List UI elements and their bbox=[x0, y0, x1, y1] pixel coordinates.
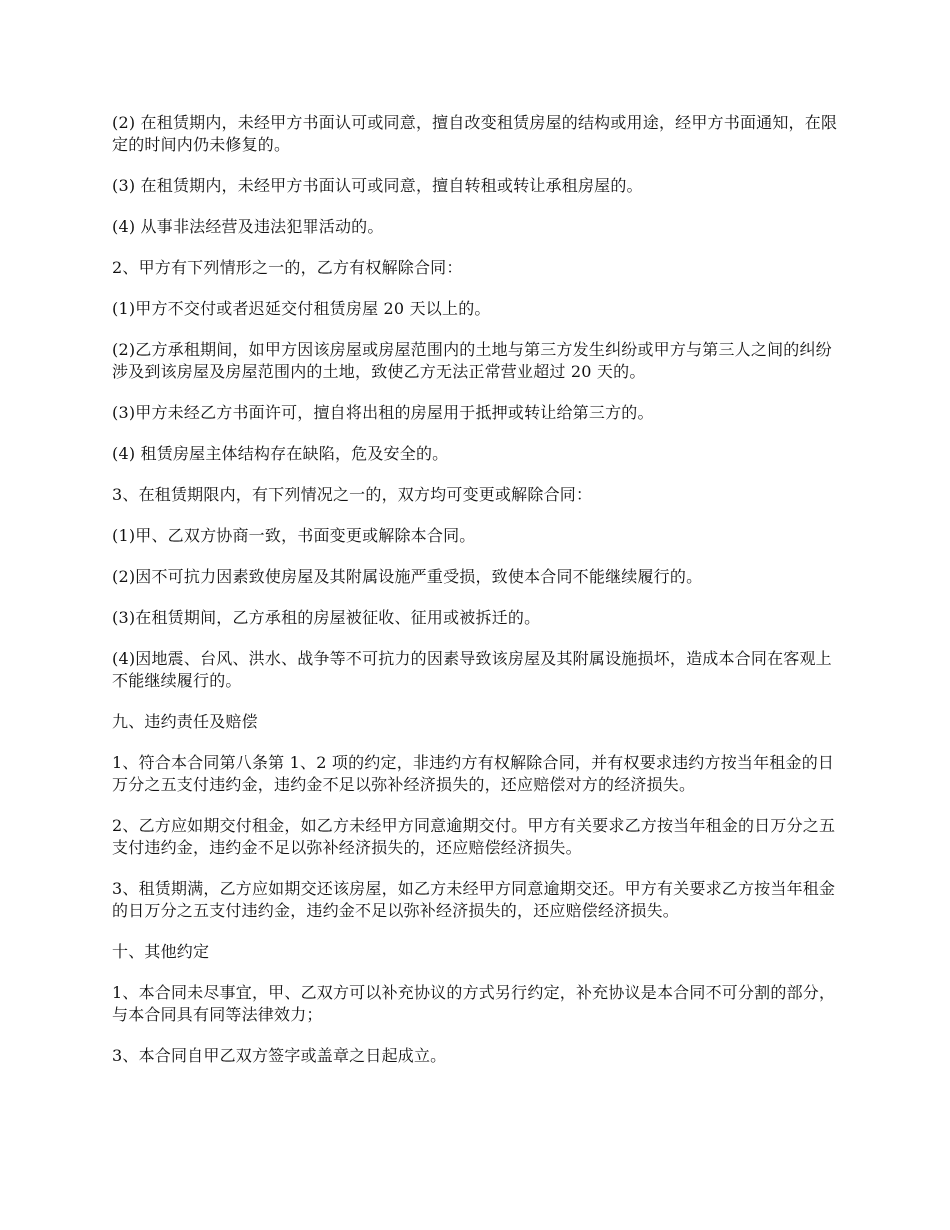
clause-8-2-item-1: (1)甲方不交付或者迟延交付租赁房屋 20 天以上的。 bbox=[112, 299, 491, 318]
clause-8-2-item-2: (2)乙方承租期间，如甲方因该房屋或房屋范围内的土地与第三方发生纠纷或甲方与第三人之间的纠纷涉及到该房屋及房屋范围内的土地，致使乙方无法正常营业超过 20 天的。 bbox=[112, 340, 832, 381]
clause-8-3-item-4: (4)因地震、台风、洪水、战争等不可抗力的因素导致该房屋及其附属设施损坏，造成本合同在客观上不能继续履行的。 bbox=[112, 649, 832, 690]
clause-10-1: 1、本合同未尽事宜，甲、乙双方可以补充协议的方式另行约定，补充协议是本合同不可分割的部分，与本合同具有同等法律效力； bbox=[112, 983, 836, 1024]
clause-8-2-heading: 2、甲方有下列情形之一的，乙方有权解除合同： bbox=[112, 258, 463, 277]
section-10-heading: 十、其他约定 bbox=[112, 942, 210, 961]
clause-8-3-item-2: (2)因不可抗力因素致使房屋及其附属设施严重受损，致使本合同不能继续履行的。 bbox=[112, 567, 703, 586]
clause-8-2-item-4: (4) 租赁房屋主体结构存在缺陷，危及安全的。 bbox=[112, 444, 449, 463]
clause-8-3-item-1: (1)甲、乙双方协商一致，书面变更或解除本合同。 bbox=[112, 526, 476, 545]
clause-8-1-item-3: (3) 在租赁期内，未经甲方书面认可或同意，擅自转租或转让承租房屋的。 bbox=[112, 176, 643, 195]
clause-10-3: 3、本合同自甲乙双方签字或盖章之日起成立。 bbox=[112, 1046, 447, 1065]
clause-9-2: 2、乙方应如期交付租金，如乙方未经甲方同意逾期交付。甲方有关要求乙方按当年租金的日万分之五支付违约金，违约金不足以弥补经济损失的，还应赔偿经济损失。 bbox=[112, 816, 836, 857]
clause-8-3-item-3: (3)在租赁期间，乙方承租的房屋被征收、征用或被拆迁的。 bbox=[112, 608, 541, 627]
clause-8-1-item-2: (2) 在租赁期内，未经甲方书面认可或同意，擅自改变租赁房屋的结构或用途，经甲方书面通知，在限定的时间内仍未修复的。 bbox=[112, 113, 838, 154]
clause-8-1-item-4: (4) 从事非法经营及违法犯罪活动的。 bbox=[112, 217, 384, 236]
clause-9-3: 3、租赁期满，乙方应如期交还该房屋，如乙方未经甲方同意逾期交还。甲方有关要求乙方按当年租金的日万分之五支付违约金，违约金不足以弥补经济损失的，还应赔偿经济损失。 bbox=[112, 879, 836, 920]
section-9-heading: 九、违约责任及赔偿 bbox=[112, 712, 258, 731]
clause-8-3-heading: 3、在租赁期限内，有下列情况之一的，双方均可变更或解除合同： bbox=[112, 485, 593, 504]
clause-9-1: 1、符合本合同第八条第 1、2 项的约定，非违约方有权解除合同，并有权要求违约方按当年租金的日万分之五支付违约金，违约金不足以弥补经济损失的，还应赔偿对方的经济损失。 bbox=[112, 753, 835, 794]
clause-8-2-item-3: (3)甲方未经乙方书面许可，擅自将出租的房屋用于抵押或转让给第三方的。 bbox=[112, 403, 654, 422]
